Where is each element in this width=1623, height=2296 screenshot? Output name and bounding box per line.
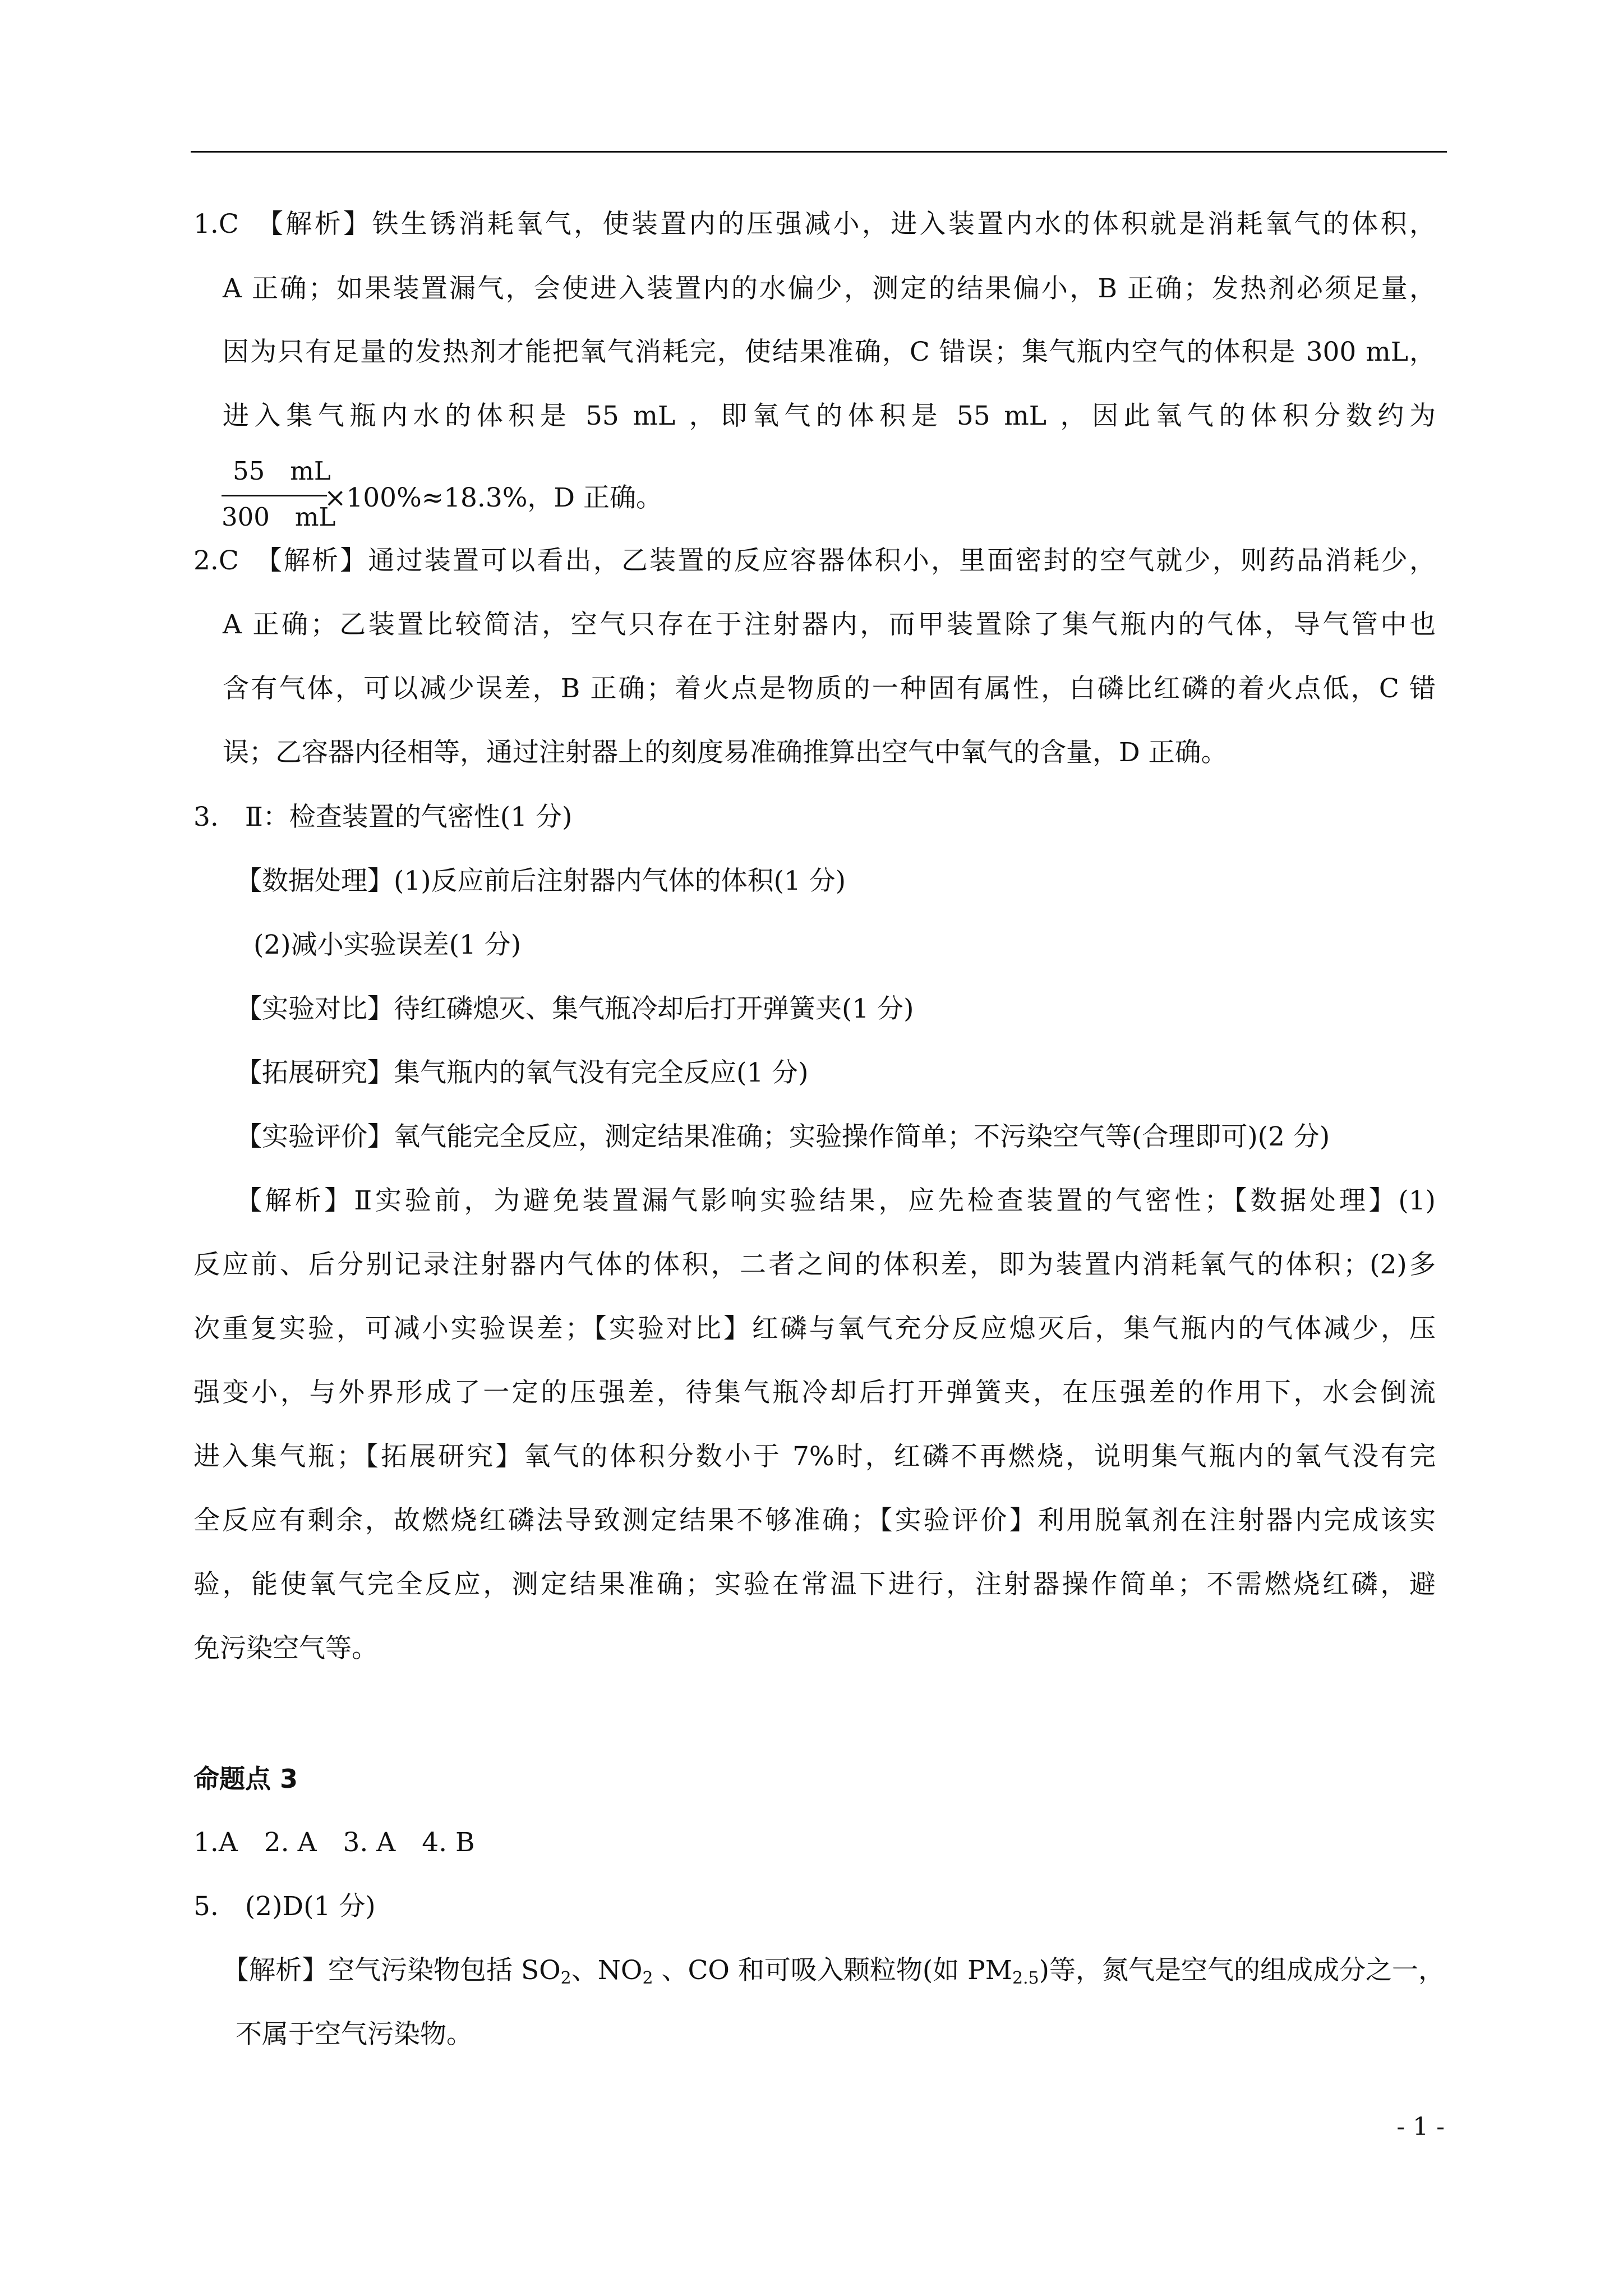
fraction-bar — [222, 495, 327, 496]
q1-line-4: 进入集气瓶内水的体积是 55 mL ，即氧气的体积是 55 mL ，因此氧气的体积分数约为 — [223, 401, 1436, 431]
q2-line-2: A 正确；乙装置比较简洁，空气只存在于注射器内，而甲装置除了集气瓶内的气体，导气管中也 — [223, 609, 1436, 640]
section-question-5: 5. (2)D(1 分) — [193, 1891, 376, 1922]
q3-data-processing: 【数据处理】(1)反应前后注射器内气体的体积(1 分) — [236, 866, 846, 896]
q3-analysis-line-2: 反应前、后分别记录注射器内气体的体积，二者之间的体积差，即为装置内消耗氧气的体积；(2)多 — [193, 1249, 1436, 1280]
q1-line-1: 1.C 【解析】铁生锈消耗氧气，使装置内的压强减小，进入装置内水的体积就是消耗氧气的体积， — [193, 209, 1436, 240]
subscript-so2: 2 — [560, 1968, 571, 1988]
q3-analysis-line-1: 【解析】Ⅱ实验前，为避免装置漏气影响实验结果，应先检查装置的气密性；【数据处理】(1) — [236, 1185, 1436, 1216]
section-analysis-line-1 — [223, 1954, 1445, 1987]
q2-line-1: 2.C 【解析】通过装置可以看出，乙装置的反应容器体积小，里面密封的空气就少，则药品消耗少， — [193, 545, 1436, 576]
section-answers: 1.A 2. A 3. A 4. B — [193, 1827, 475, 1858]
analysis-text-a: 【解析】空气污染物包括 SO — [223, 1955, 561, 1986]
q1-line-2: A 正确；如果装置漏气，会使进入装置内的水偏少，测定的结果偏小，B 正确；发热剂必须足量， — [223, 273, 1436, 304]
subscript-no2: 2 — [642, 1968, 653, 1988]
analysis-text-c: 、CO 和可吸入颗粒物(如 PM — [653, 1955, 1012, 1986]
q3-analysis-line-7: 验，能使氧气完全反应，测定结果准确；实验在常温下进行，注射器操作简单；不需燃烧红磷，避 — [193, 1569, 1436, 1600]
analysis-text-b: 、NO — [571, 1955, 643, 1986]
q3-analysis-line-3: 次重复实验，可减小实验误差；【实验对比】红磷与氧气充分反应熄灭后，集气瓶内的气体减少，压 — [193, 1313, 1436, 1344]
q1-line-5: ×100%≈18.3%，D 正确。 — [324, 482, 663, 513]
fraction-denominator: 300 mL — [222, 502, 336, 532]
q3-extended-research: 【拓展研究】集气瓶内的氧气没有完全反应(1 分) — [236, 1057, 809, 1088]
q3-experiment-comparison: 【实验对比】待红磷熄灭、集气瓶冷却后打开弹簧夹(1 分) — [236, 993, 914, 1024]
q3-analysis-line-8: 免污染空气等。 — [193, 1633, 378, 1664]
section-heading: 命题点 3 — [193, 1764, 298, 1794]
fraction-numerator: 55 mL — [233, 456, 331, 486]
q3-analysis-line-6: 全反应有剩余，故燃烧红磷法导致测定结果不够准确；【实验评价】利用脱氧剂在注射器内完成该实 — [193, 1505, 1436, 1536]
q3-experiment-evaluation: 【实验评价】氧气能完全反应，测定结果准确；实验操作简单；不污染空气等(合理即可)(2 分) — [236, 1121, 1330, 1152]
q3-analysis-line-5: 进入集气瓶；【拓展研究】氧气的体积分数小于 7%时，红磷不再燃烧，说明集气瓶内的氧气没有完 — [193, 1441, 1436, 1472]
header-rule — [191, 151, 1447, 153]
page-number: - 1 - — [1396, 2113, 1445, 2141]
q2-line-4: 误；乙容器内径相等，通过注射器上的刻度易准确推算出空气中氧气的含量，D 正确。 — [223, 737, 1228, 768]
analysis-text-d: )等，氮气是空气的组成成分之一， — [1039, 1955, 1445, 1986]
section-analysis-line-2: 不属于空气污染物。 — [236, 2019, 473, 2050]
q3-analysis-line-4: 强变小，与外界形成了一定的压强差，待集气瓶冷却后打开弹簧夹，在压强差的作用下，水会倒流 — [193, 1377, 1436, 1408]
q3-data-processing-2: (2)减小实验误差(1 分) — [253, 930, 522, 960]
fraction-55-over-300 — [222, 454, 334, 539]
subscript-pm25: 2.5 — [1012, 1968, 1039, 1988]
q1-line-3: 因为只有足量的发热剂才能把氧气消耗完，使结果准确，C 错误；集气瓶内空气的体积是 300 mL， — [223, 337, 1436, 367]
q2-line-3: 含有气体，可以减少误差，B 正确；着火点是物质的一种固有属性，白磷比红磷的着火点低，C 错 — [223, 673, 1436, 704]
q3-line-1: 3. Ⅱ：检查装置的气密性(1 分) — [193, 802, 573, 832]
